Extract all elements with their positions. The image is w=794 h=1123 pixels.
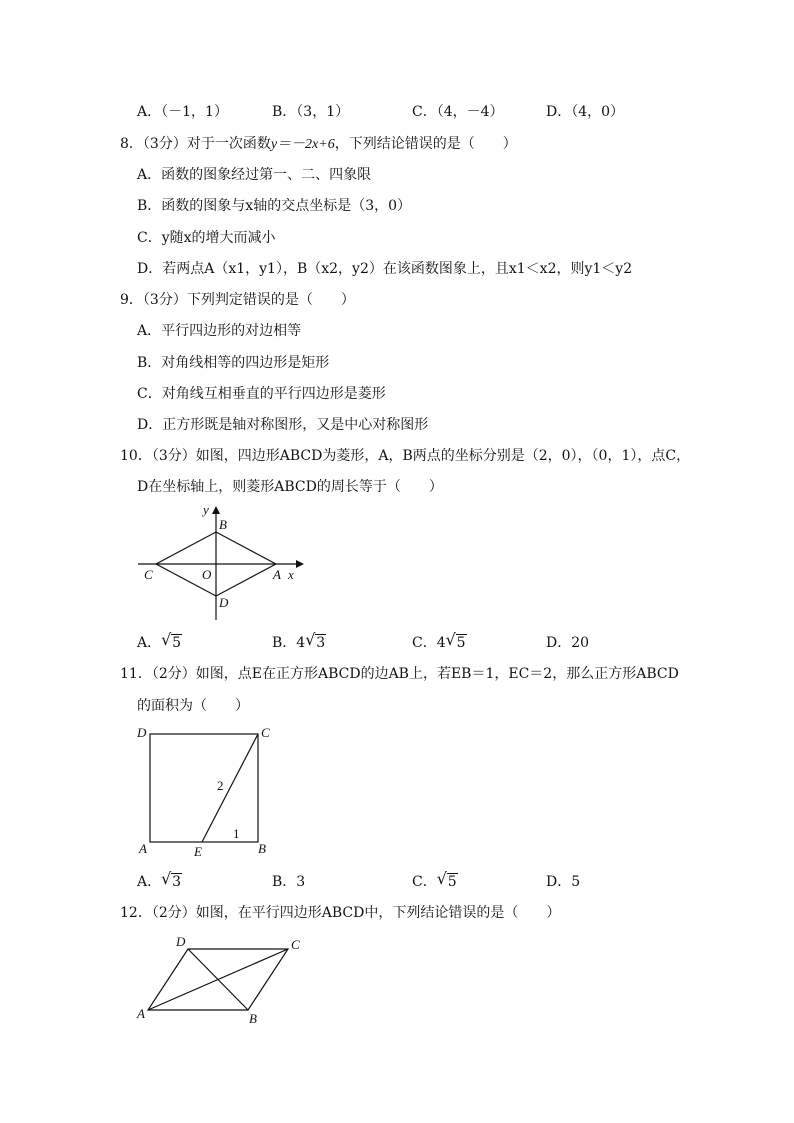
- q10-option-c: C．4 √ 5: [412, 630, 466, 651]
- q8-option-a: A．函数的图象经过第一、二、四象限: [137, 167, 372, 183]
- label-a: A: [273, 567, 281, 582]
- q7-option-c: C．（4，－4）: [412, 104, 504, 120]
- q9-option-b: B．对角线相等的四边形是矩形: [137, 355, 330, 371]
- label-ec-length: 2: [217, 778, 224, 793]
- label-c: C: [144, 567, 153, 582]
- label-d: D: [176, 934, 186, 949]
- label-o: O: [202, 567, 212, 582]
- label-b: B: [249, 1011, 257, 1026]
- q8-option-b: B．函数的图象与x轴的交点坐标是（3，0）: [137, 198, 412, 214]
- label-d: D: [137, 725, 147, 740]
- q10-stem-line1: 10．（3分）如图，四边形ABCD为菱形，A，B两点的坐标分别是（2，0），（0，1），点C，: [120, 448, 691, 464]
- label-c: C: [291, 937, 300, 952]
- q10-rhombus-figure: [130, 500, 310, 625]
- q8-option-d: D．若两点A（x1，y1），B（x2，y2）在该函数图象上，且x1＜x2，则y1＜y2: [137, 261, 633, 277]
- q11-stem-line2: 的面积为（ ）: [137, 698, 249, 714]
- q7-option-d: D．（4，0）: [546, 104, 625, 120]
- label-a: A: [137, 1006, 145, 1021]
- label-x: x: [288, 567, 294, 582]
- q12-stem: 12．（2分）如图，在平行四边形ABCD中，下列结论错误的是（ ）: [120, 905, 561, 921]
- q11-stem-line1: 11．（2分）如图，点E在正方形ABCD的边AB上，若EB＝1，EC＝2，那么正方形ABCD: [120, 666, 679, 682]
- label-eb-length: 1: [233, 826, 240, 841]
- label-a: A: [139, 841, 147, 856]
- square-abcd: [150, 734, 258, 842]
- x-axis-arrow-icon: [296, 560, 304, 568]
- q9-option-c: C．对角线互相垂直的平行四边形是菱形: [137, 386, 386, 402]
- label-b: B: [258, 841, 266, 856]
- q10-option-d: D．20: [546, 635, 590, 651]
- q7-option-a: A．（－1，1）: [137, 104, 228, 120]
- q9-stem: 9．（3分）下列判定错误的是（ ）: [120, 292, 355, 308]
- q10-option-a: A． √ 5: [137, 630, 182, 651]
- label-c: C: [261, 725, 270, 740]
- q11-option-d: D．5: [546, 874, 581, 890]
- q10-stem-line2: D在坐标轴上，则菱形ABCD的周长等于（ ）: [137, 479, 443, 495]
- q11-option-c: C． √ 5: [412, 869, 457, 890]
- q10-option-b: B．4 √ 3: [272, 630, 326, 651]
- q8-option-c: C．y随x的增大而减小: [137, 230, 276, 246]
- label-y: y: [203, 502, 209, 517]
- q8-stem: 8．（3分）对于一次函数y＝－2x+6，下列结论错误的是（ ）: [120, 136, 517, 152]
- q7-option-b: B．（3，1）: [272, 104, 350, 120]
- q9-option-d: D．正方形既是轴对称图形，又是中心对称图形: [137, 417, 429, 433]
- q12-parallelogram-figure: [130, 932, 320, 1027]
- q11-square-figure: [130, 722, 290, 862]
- q9-option-a: A．平行四边形的对边相等: [137, 323, 302, 339]
- segment-ec: [202, 734, 258, 842]
- label-b: B: [219, 517, 227, 532]
- q11-option-a: A． √ 3: [137, 869, 182, 890]
- q11-option-b: B．3: [272, 874, 306, 890]
- diagonal-bd: [188, 949, 248, 1010]
- y-axis-arrow-icon: [212, 506, 220, 514]
- label-d: D: [219, 595, 229, 610]
- label-e: E: [194, 844, 202, 859]
